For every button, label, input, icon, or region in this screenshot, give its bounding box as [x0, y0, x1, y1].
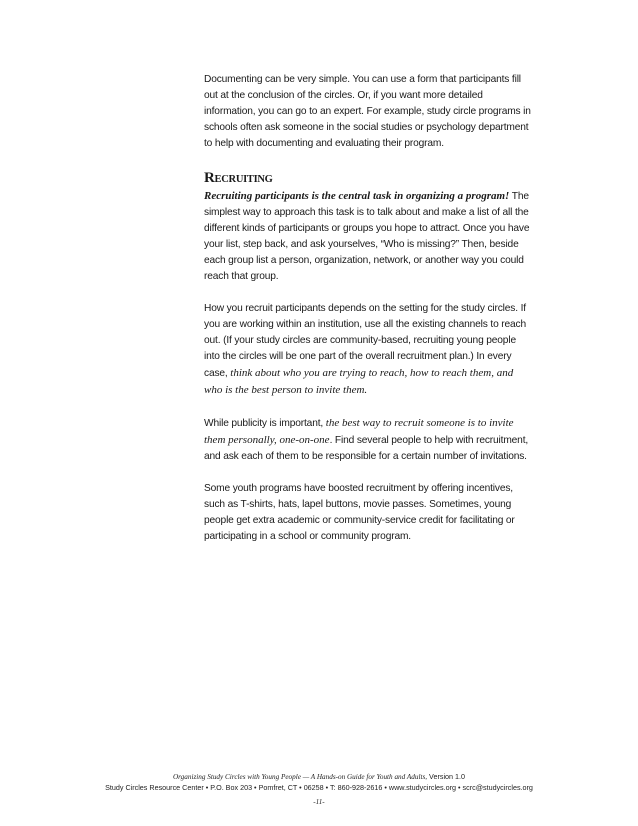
footer-address: Study Circles Resource Center • P.O. Box 203 • Pomfret, CT • 06258 • T: 860-928-2616 • www.studycircles.org • scrc@studycircles.org — [105, 783, 533, 792]
paragraph-documenting: Documenting can be very simple. You can use a form that participants fill out at the conclusion of the circles. Or, if you want more detailed information, you can go to an expert. For example, study circle programs in schools often ask someone in the social studies or psychology department to help with documenting and evaluating their program. — [204, 74, 531, 149]
section-title-initial: R — [204, 170, 215, 186]
paragraph-recruit-setting — [204, 301, 534, 399]
paragraph-publicity-rest: . Find several people to help with recruitment, and ask each of them to be responsible for a certain number of invitations. — [204, 435, 529, 462]
section-title-rest: ECRUITING — [214, 174, 273, 185]
main-content — [204, 72, 534, 561]
footer-version: Version 1.0 — [427, 772, 466, 781]
emphasis-central-task: Recruiting participants is the central task in organizing a program! — [204, 190, 510, 202]
paragraph-publicity-start: While publicity is important, — [204, 418, 326, 429]
section-title-recruiting — [204, 170, 534, 188]
paragraph-recruiting-intro-text: The simplest way to approach this task is to talk about and make a list of all the different kinds of participants or groups you hope to attract. Once you have your list, step back, and ask yourselves, “Who is missing?” Then, beside each group list a person, organization, network, or another way you could reach that group. — [204, 191, 530, 282]
paragraph-recruit-setting-text: How you recruit participants depends on the setting for the study circles. If you are working within an institution, use all the existing channels to reach out. (If your study circles are community-based, recruiting young people into the circles will be one part of the overall recruitment plan.) In every case, — [204, 303, 526, 379]
paragraph-incentives: Some youth programs have boosted recruitment by offering incentives, such as T-shirts, hats, lapel buttons, movie passes. Sometimes, young people get extra academic or community-service credit for facilitating or participating in a school or community program. — [204, 483, 515, 542]
footer-title-text: Organizing Study Circles with Young People — A Hands-on Guide for Youth and Adults, — [172, 773, 428, 781]
paragraph-recruiting-intro — [204, 188, 534, 285]
emphasis-who-to-reach: think about who you are trying to reach, how to reach them, and who is the best person to invite them. — [204, 367, 514, 396]
page-number: -11- — [313, 798, 325, 806]
emphasis-invite-personally: the best way to recruit someone is to invite them personally, one-on-one — [204, 417, 514, 446]
paragraph-publicity — [204, 415, 534, 465]
